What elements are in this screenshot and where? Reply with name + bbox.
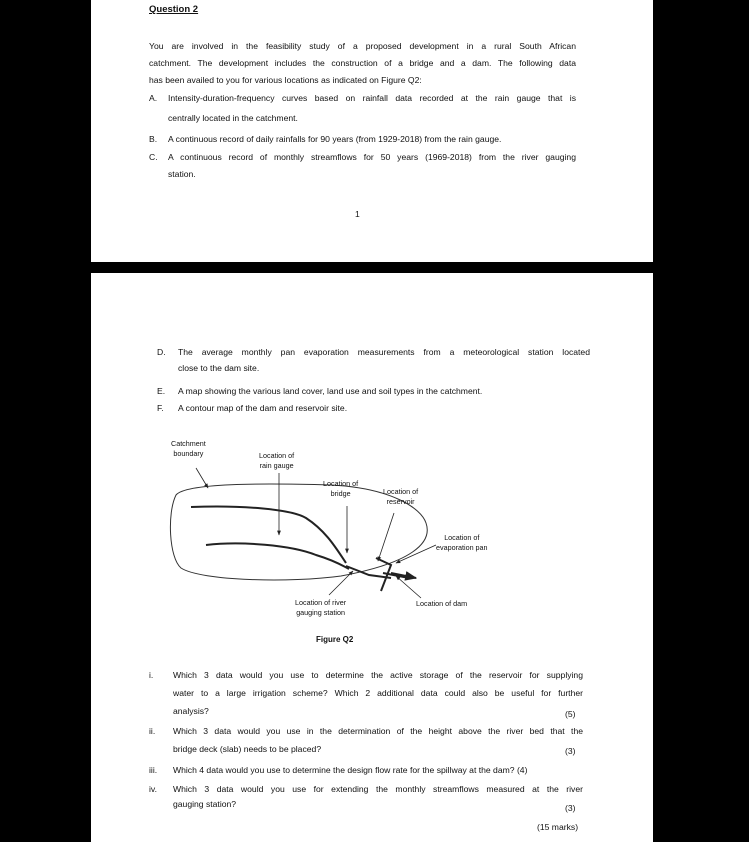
document-page-1 xyxy=(91,0,653,262)
item-d-line-1: The average monthly pan evaporation measurements from a meteorological station located xyxy=(178,347,590,357)
item-d-letter: D. xyxy=(157,347,166,357)
item-d-line-2: close to the dam site. xyxy=(178,363,260,373)
label-bridge: Location of bridge xyxy=(323,479,359,498)
intro-line-1: You are involved in the feasibility study of a proposed development in a rural South African xyxy=(149,41,576,51)
subq-i-line-3: analysis? xyxy=(173,706,209,716)
river-lower xyxy=(206,543,349,569)
subq-ii-line-1: Which 3 data would you use in the determination of the height above the river bed that the xyxy=(173,726,583,736)
river-upper xyxy=(191,506,346,563)
evaporation-leader xyxy=(396,545,436,563)
figure-caption: Figure Q2 xyxy=(316,635,354,644)
figure-diagram xyxy=(91,273,653,842)
total-marks: (15 marks) xyxy=(537,822,579,832)
item-b-line-1: A continuous record of daily rainfalls for 90 years (from 1929-2018) from the rain gauge. xyxy=(168,134,502,144)
item-a-line-2: centrally located in the catchment. xyxy=(168,113,298,123)
reservoir-leader xyxy=(378,513,394,561)
item-f-line-1: A contour map of the dam and reservoir site. xyxy=(178,403,348,413)
subq-i-marks: (5) xyxy=(565,709,576,719)
subq-ii-num: ii. xyxy=(149,726,156,736)
intro-line-3: has been availed to you for various locations as indicated on Figure Q2: xyxy=(149,75,422,85)
item-a-line-1: Intensity-duration-frequency curves based on rainfall data recorded at the rain gauge that is xyxy=(168,93,576,103)
subq-ii-line-2: bridge deck (slab) needs to be placed? xyxy=(173,744,322,754)
label-catchment-boundary: Catchment boundary xyxy=(171,439,206,458)
item-f-letter: F. xyxy=(157,403,164,413)
subq-i-line-2: water to a large irrigation scheme? Which 2 additional data could also be useful for further xyxy=(173,688,583,698)
page-number: 1 xyxy=(355,209,360,219)
label-dam: Location of dam xyxy=(416,599,468,608)
subq-iv-marks: (3) xyxy=(565,803,576,813)
question-title: Question 2 xyxy=(149,4,199,15)
subq-iii-line-1: Which 4 data would you use to determine the design flow rate for the spillway at the dam? (4) xyxy=(173,765,528,775)
label-rain-gauge: Location of rain gauge xyxy=(259,451,295,470)
figure-q2 xyxy=(91,273,653,842)
subq-ii-marks: (3) xyxy=(565,746,576,756)
item-a-letter: A. xyxy=(149,93,158,103)
subq-iii-num: iii. xyxy=(149,765,158,775)
item-c-letter: C. xyxy=(149,152,158,162)
subq-iv-line-2: gauging station? xyxy=(173,799,237,809)
subq-iv-line-1: Which 3 data would you use for extending the monthly streamflows measured at the river xyxy=(173,784,583,794)
document-page-2 xyxy=(91,273,653,842)
dam-leader xyxy=(396,576,421,598)
item-c-line-2: station. xyxy=(168,169,196,179)
dam-symbol xyxy=(376,558,409,591)
intro-line-2: catchment. The development includes the construction of a bridge and a dam. The following data xyxy=(149,58,576,68)
label-evaporation-pan: Location of evaporation pan xyxy=(436,533,488,552)
item-e-line-1: A map showing the various land cover, land use and soil types in the catchment. xyxy=(178,386,483,396)
label-gauging-station: Location of river gauging station xyxy=(295,598,347,617)
item-c-line-1: A continuous record of monthly streamflows for 50 years (1969-2018) from the river gauging xyxy=(168,152,576,162)
item-b-letter: B. xyxy=(149,134,158,144)
gauging-leader xyxy=(329,571,353,595)
river-main xyxy=(346,566,391,578)
label-reservoir: Location of reservoir xyxy=(383,487,419,506)
subq-i-line-1: Which 3 data would you use to determine the active storage of the reservoir for supplying xyxy=(173,670,583,680)
item-e-letter: E. xyxy=(157,386,166,396)
catchment-leader xyxy=(196,468,208,488)
subq-i-num: i. xyxy=(149,670,154,680)
subq-iv-num: iv. xyxy=(149,784,157,794)
